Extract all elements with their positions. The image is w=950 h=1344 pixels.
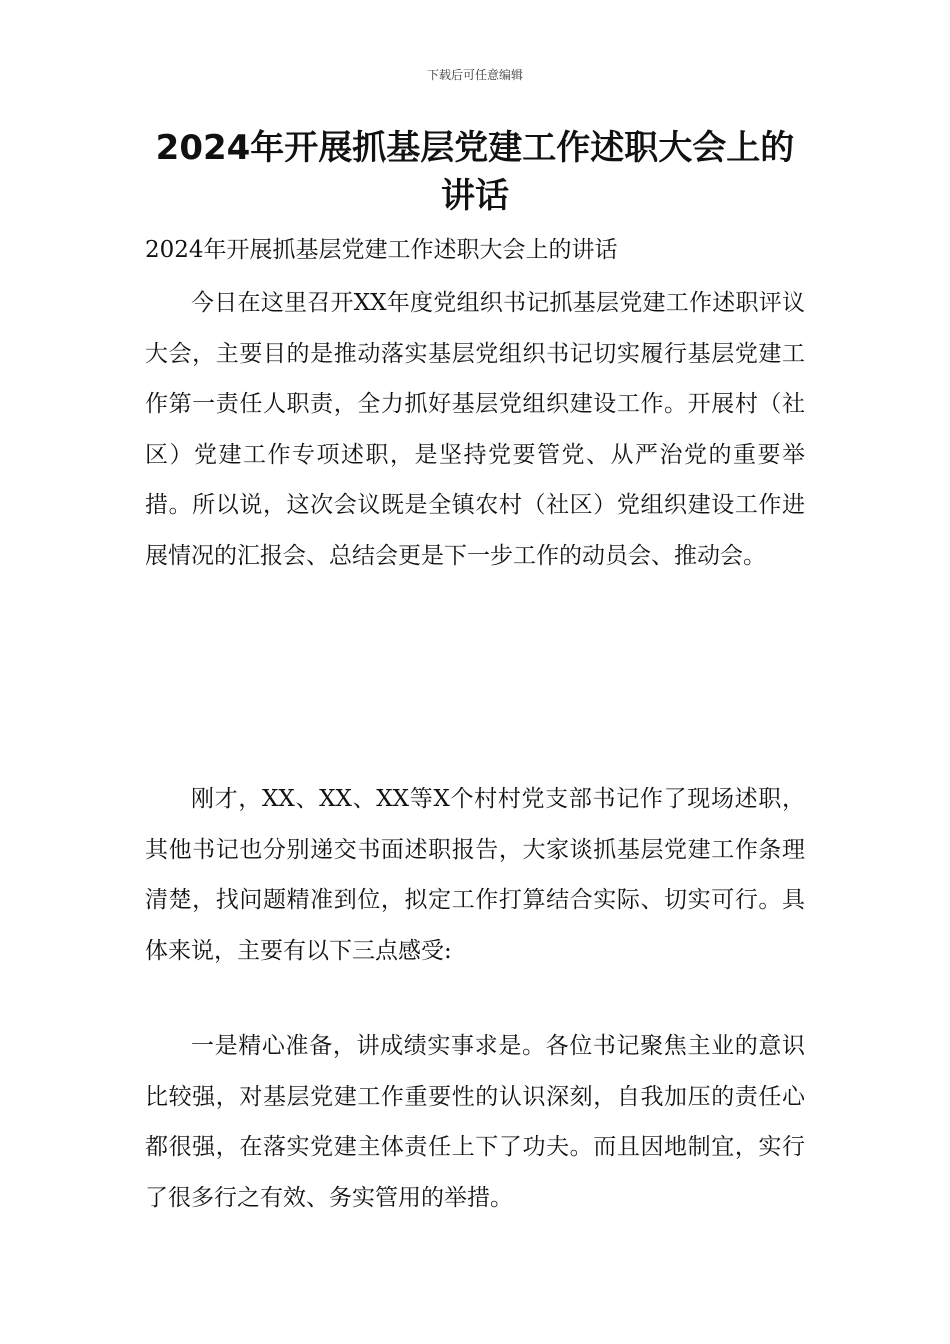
header-note: 下载后可任意编辑 [426, 68, 523, 82]
paragraph-1: 今日在这里召开XX年度党组织书记抓基层党建工作述职评议大会，主要目的是推动落实基层党组织书记切实履行基层党建工作第一责任人职责，全力抓好基层党组织建设工作。开展村（社区）党建工作专项述职，是坚持党要管党、从严治党的重要举措。所以说，这次会议既是全镇农村（社区）党组织建设工作进展情况的汇报会、总结会更是下一步工作的动员会、推动会。 [145, 290, 805, 569]
document-subtitle: 2024年开展抓基层党建工作述职大会上的讲话 [145, 237, 618, 263]
paragraph-3: 一是精心准备，讲成绩实事求是。各位书记聚焦主业的意识比较强，对基层党建工作重要性的认识深刻，自我加压的责任心都很强，在落实党建主体责任上下了功夫。而且因地制宜，实行了很多行之有效、务实管用的举措。 [145, 1033, 805, 1211]
paragraph-2: 刚才，XX、XX、XX等X个村村党支部书记作了现场述职，其他书记也分别递交书面述职报告，大家谈抓基层党建工作条理清楚，找问题精准到位，拟定工作打算结合实际、切实可行。具体来说，主要有以下三点感受: [145, 786, 805, 964]
document-title: 2024年开展抓基层党建工作述职大会上的讲话 [155, 128, 795, 216]
